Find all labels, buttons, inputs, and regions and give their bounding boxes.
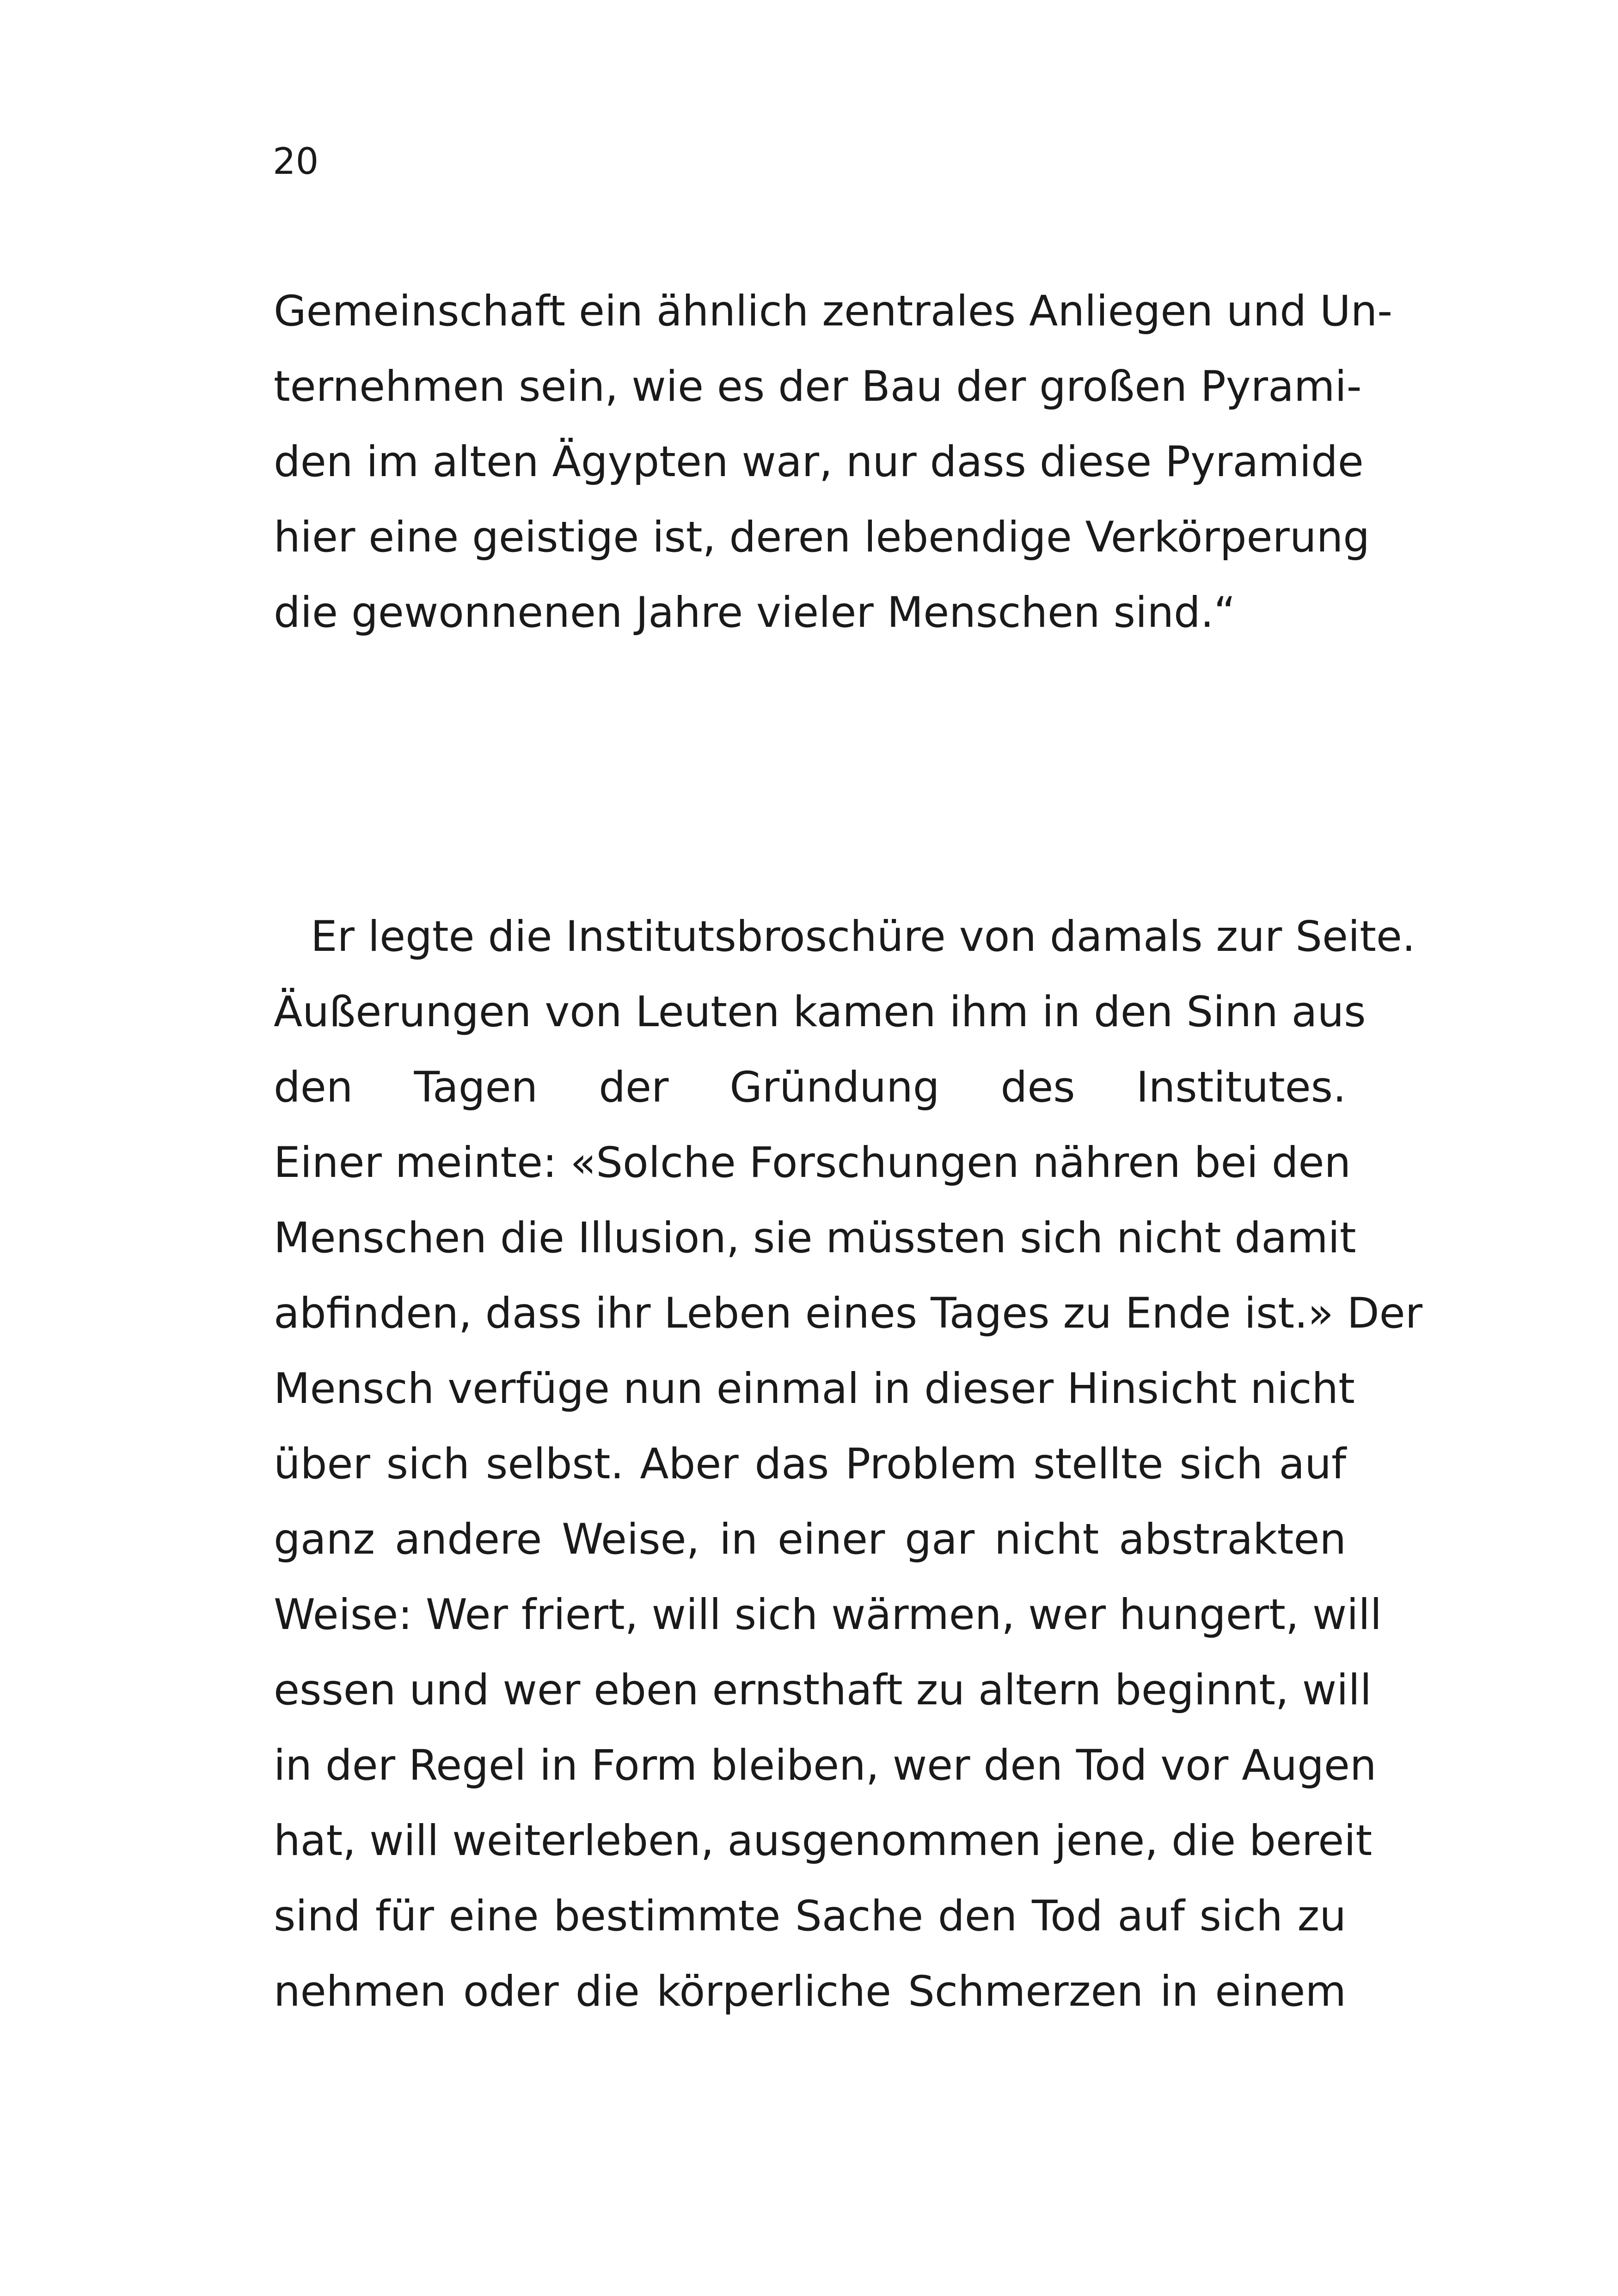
page-number: 20 xyxy=(273,141,319,183)
text-line: den im alten Ägypten war, nur dass diese Pyramide xyxy=(274,438,1364,486)
text-line: Mensch verfüge nun einmal in dieser Hinsicht nicht xyxy=(274,1365,1355,1413)
text-line: ternehmen sein, wie es der Bau der großen Pyrami- xyxy=(274,362,1362,411)
text-line: hat, will weiterleben, ausgenommen jene, die bereit xyxy=(274,1817,1373,1865)
text-line: Gemeinschaft ein ähnlich zentrales Anliegen und Un- xyxy=(274,287,1393,336)
text-line: Einer meinte: «Solche Forschungen nähren bei den xyxy=(274,1139,1351,1187)
text-line: nehmen oder die körperliche Schmerzen in einem xyxy=(274,1967,1346,2016)
text-line: hier eine geistige ist, deren lebendige Verkörperung xyxy=(274,513,1370,562)
text-line: den Tagen der Gründung des Institutes. xyxy=(274,1063,1346,1112)
text-line: ganz andere Weise, in einer gar nicht abstrakten xyxy=(274,1515,1346,1564)
text-line: Weise: Wer friert, will sich wärmen, wer hungert, will xyxy=(274,1591,1382,1639)
text-line: Äußerungen von Leuten kamen ihm in den Sinn aus xyxy=(274,988,1366,1036)
text-line: sind für eine bestimmte Sache den Tod auf sich zu xyxy=(274,1892,1346,1941)
paragraph-quote-ending xyxy=(274,274,1393,650)
text-line: über sich selbst. Aber das Problem stellte sich auf xyxy=(274,1440,1346,1488)
text-line: die gewonnenen Jahre vieler Menschen sind.“ xyxy=(274,588,1236,637)
text-line: essen und wer eben ernsthaft zu altern beginnt, will xyxy=(274,1666,1372,1714)
text-line: Er legte die Institutsbroschüre von damals zur Seite. xyxy=(311,912,1416,961)
text-line: abfinden, dass ihr Leben eines Tages zu Ende ist.» Der xyxy=(274,1289,1423,1338)
text-line: Menschen die Illusion, sie müssten sich nicht damit xyxy=(274,1214,1356,1262)
text-line: in der Regel in Form bleiben, wer den Tod vor Augen xyxy=(274,1741,1377,1790)
paragraph-body xyxy=(274,899,1423,2029)
